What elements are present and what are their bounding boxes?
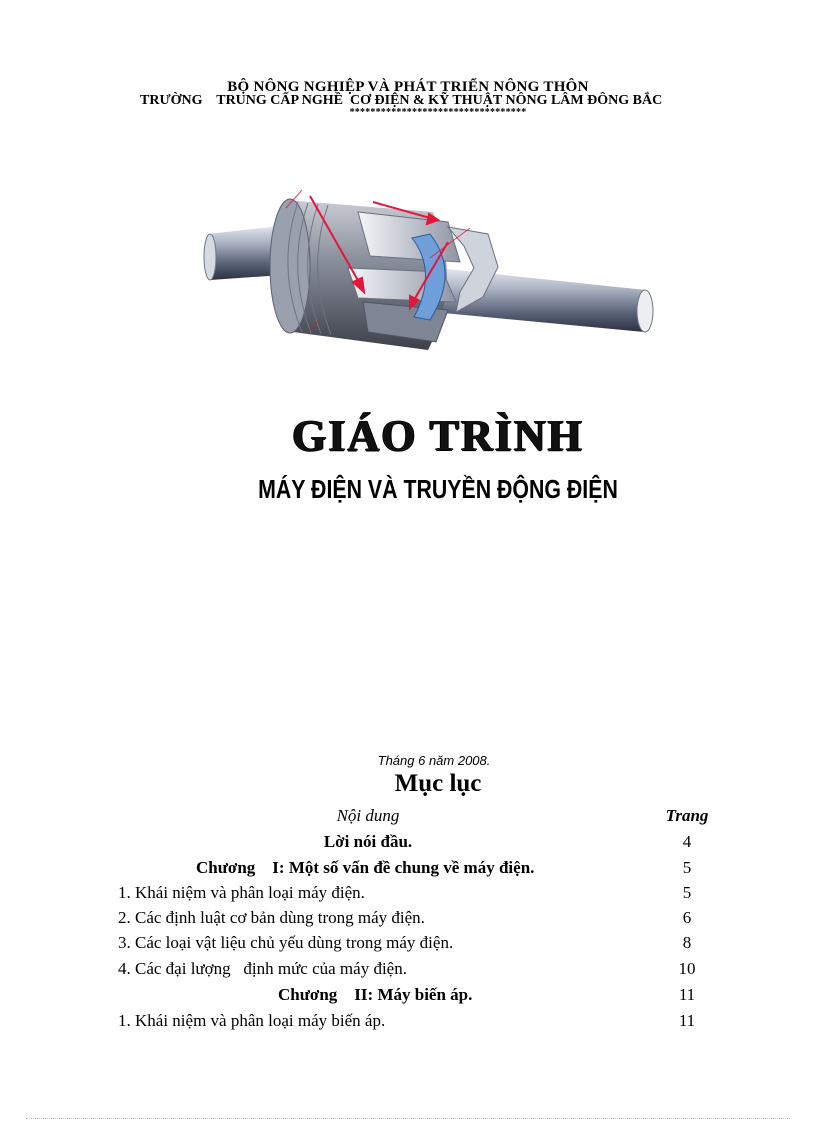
ministry-heading: BỘ NÔNG NGHIỆP VÀ PHÁT TRIỂN NÔNG THÔN bbox=[227, 79, 589, 95]
document-title: GIÁO TRÌNH bbox=[292, 411, 584, 460]
toc-entry: Chương I: Một số vấn đề chung về máy điện. bbox=[196, 858, 535, 877]
toc-row[interactable] bbox=[0, 882, 816, 904]
rotor-illustration bbox=[198, 172, 668, 367]
toc-header-row bbox=[0, 805, 816, 827]
toc-page: 8 bbox=[682, 933, 692, 952]
toc-entry: 4. Các đại lượng định mức của máy điện. bbox=[118, 959, 407, 978]
toc-page: 6 bbox=[682, 908, 692, 927]
toc-col-page: Trang bbox=[665, 806, 709, 825]
star-divider: ********************************** bbox=[349, 107, 527, 118]
toc-row[interactable] bbox=[0, 1010, 816, 1032]
toc-title: Mục lục bbox=[394, 770, 482, 797]
toc-entry: 1. Khái niệm và phân loại máy biến áp. bbox=[118, 1011, 386, 1030]
toc-row[interactable] bbox=[0, 984, 816, 1006]
toc-page: 5 bbox=[682, 858, 692, 877]
toc-page: 5 bbox=[682, 883, 692, 902]
toc-col-content: Nội dung bbox=[336, 806, 400, 825]
document-subtitle: MÁY ĐIỆN VÀ TRUYỀN ĐỘNG ĐIỆN bbox=[258, 474, 618, 504]
publication-date: Tháng 6 năm 2008. bbox=[377, 753, 491, 768]
rotor-drawing bbox=[198, 172, 668, 367]
toc-entry: 3. Các loại vật liệu chủ yếu dùng trong máy điện. bbox=[118, 933, 454, 952]
page-bottom-divider bbox=[26, 1118, 790, 1119]
toc-row[interactable] bbox=[0, 831, 816, 853]
school-heading: TRƯỜNG TRUNG CẤP NGHỀ CƠ ĐIỆN & KỸ THUẬT NÔNG LÂM ĐÔNG BẮC bbox=[140, 93, 663, 108]
toc-entry: 1. Khái niệm và phân loại máy điện. bbox=[118, 883, 365, 902]
toc-entry: 2. Các định luật cơ bản dùng trong máy điện. bbox=[118, 908, 425, 927]
toc-entry: Chương II: Máy biến áp. bbox=[278, 985, 473, 1004]
toc-row[interactable] bbox=[0, 958, 816, 980]
toc-page: 10 bbox=[678, 959, 696, 978]
toc-row[interactable] bbox=[0, 932, 816, 954]
toc-row[interactable] bbox=[0, 907, 816, 929]
toc-page: 11 bbox=[678, 1011, 696, 1030]
toc-page: 4 bbox=[682, 832, 692, 851]
toc-row[interactable] bbox=[0, 857, 816, 879]
toc-entry: Lời nói đầu. bbox=[323, 832, 413, 851]
toc-page: 11 bbox=[678, 985, 696, 1004]
